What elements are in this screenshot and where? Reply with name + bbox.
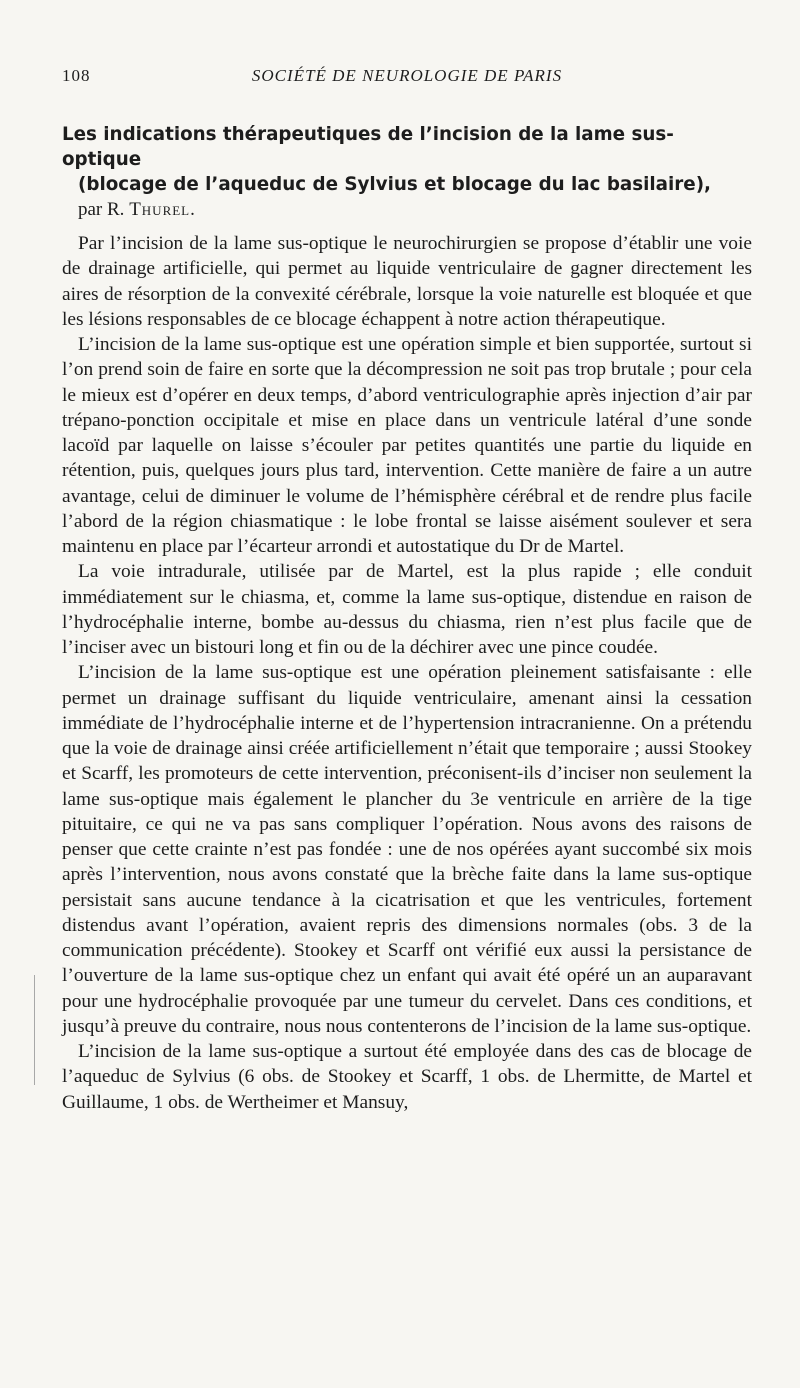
page — [62, 66, 752, 1115]
paragraph-5: L’incision de la lame sus-optique a surtout été employée dans des cas de blocage de l’aqueduc de Sylvius (6 obs. de Stookey et Scarff, 1 obs. de Lhermitte, de Martel et Guillaume, 1 obs. de Wertheimer et Mansuy, — [62, 1041, 752, 1113]
margin-mark — [34, 975, 35, 1085]
article-title — [62, 122, 752, 223]
author-name: Thurel. — [129, 199, 196, 220]
running-head — [62, 66, 752, 98]
paragraph-2: L’incision de la lame sus-optique est une opération simple et bien supportée, surtout si l’on prend soin de faire en sorte que la décompression ne soit pas trop brutale ; pour cela le mieux est d’opérer en deux temps, d’abord ventriculographie après injection d’air par trépano-ponction occipitale et mise en place dans un ventricule latéral d’une sonde lacoïd par laquelle on laisse s’écouler par petites quantités une partie du liquide en rétention, puis, quelques jours plus tard, intervention. Cette manière de faire a un autre avantage, celui de diminuer le volume de l’hémisphère cérébral et de rendre plus facile l’abord de la région chiasmatique : le lobe frontal se laisse aisément soulever et sera maintenu en place par l’écarteur arrondi et autostatique du Dr de Martel. — [62, 334, 752, 557]
title-line-2: (blocage de l’aqueduc de Sylvius et blocage du lac basilaire), — [78, 174, 711, 195]
paragraph-3: La voie intradurale, utilisée par de Martel, est la plus rapide ; elle conduit immédiatement sur le chiasma, et, comme la lame sus-optique, distendue en raison de l’hydrocéphalie interne, bombe au-dessus du chiasma, rien n’est plus facile que de l’inciser avec un bistouri long et fin ou de la déchirer avec une pince coudée. — [62, 561, 752, 658]
title-line-1: Les indications thérapeutiques de l’incision de la lame sus-optique — [62, 124, 674, 170]
byline — [62, 197, 752, 223]
journal-title: SOCIÉTÉ DE NEUROLOGIE DE PARIS — [251, 66, 563, 85]
paragraph-4: L’incision de la lame sus-optique est une opération pleinement satisfaisante : elle permet un drainage suffisant du liquide ventriculaire, amenant ainsi la cessation immédiate de l’hydrocéphalie interne et de l’hypertension intracranienne. On a prétendu que la voie de drainage ainsi créée artificiellement n’était que temporaire ; aussi Stookey et Scarff, les promoteurs de cette intervention, préconisent-ils d’inciser non seulement la lame sus-optique mais également le plancher du 3e ventricule en arrière de la tige pituitaire, ce qui ne va pas sans compliquer l’opération. Nous avons des raisons de penser que cette crainte n’est pas fondée : une de nos opérées ayant succombé six mois après l’intervention, nous avons constaté que la brèche faite dans la lame sus-optique persistait sans aucune tendance à la cicatrisation et que les ventricules, fortement distendus avant l’opération, avaient repris des dimensions normales (obs. 3 de la communication précédente). Stookey et Scarff ont vérifié eux aussi la persistance de l’ouverture de la lame sus-optique chez un enfant qui avait été opéré un an auparavant pour une hydrocéphalie provoquée par une tumeur du cervelet. Dans ces conditions, et jusqu’à preuve du contraire, nous nous contenterons de l’incision de la lame sus-optique. — [62, 662, 752, 1037]
page-number: 108 — [62, 66, 91, 85]
byline-prefix: par R. — [78, 199, 130, 220]
paragraph-1: Par l’incision de la lame sus-optique le neurochirurgien se propose d’établir une voie de drainage artificielle, qui permet au liquide ventriculaire de gagner directement les aires de résorption de la convexité cérébrale, lorsque la voie naturelle est bloquée et que les lésions responsables de ce blocage échappent à notre action thérapeutique. — [62, 233, 752, 330]
article-body — [62, 231, 752, 1115]
